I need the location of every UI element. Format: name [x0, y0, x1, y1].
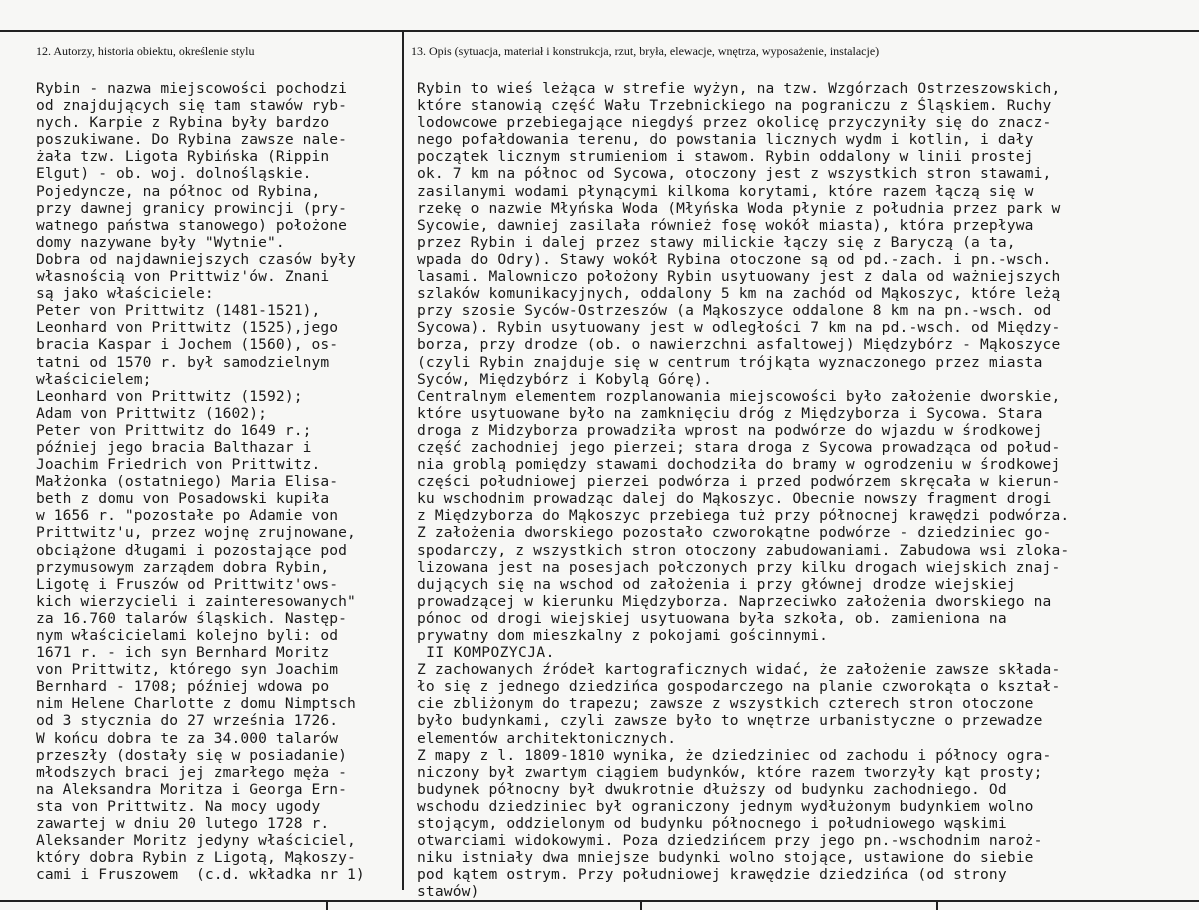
- text-line: Peter von Prittwitz (1481-1521),: [36, 302, 321, 320]
- text-line: Centralnym elementem rozplanowania miejscowości było założenie dworskie,: [417, 387, 1061, 405]
- text-line: nym właścicielami kolejno byli: od: [36, 627, 339, 644]
- text-line: później jego bracia Balthazar i: [36, 438, 312, 456]
- text-line: sta von Prittwitz. Na mocy ugody: [36, 797, 321, 815]
- text-line: Leonhard von Prittwitz (1525),jego: [36, 319, 339, 337]
- text-line: Sycowie, dawniej zasilała również fosę wokół miasta), która przepływa: [417, 216, 1034, 234]
- bottom-tick: [936, 902, 938, 910]
- text-line: Małżonka (ostatniego) Maria Elisa-: [36, 473, 339, 491]
- text-line: Pojedyncze, na północ od Rybina,: [36, 182, 321, 200]
- text-line: wschodu dziedziniec był ograniczony jednym wydłużonym budynkiem wolno: [417, 797, 1034, 815]
- top-rule: [0, 30, 1199, 32]
- text-line: poszukiwane. Do Rybina zawsze nale-: [36, 131, 348, 149]
- text-line: przy szosie Syców-Ostrzeszów (a Mąkoszyce oddalone 8 km na pn.-wsch. od: [417, 302, 1052, 320]
- text-line: ku wschodnim prowadząc dalej do Mąkoszyc. Obecnie nowszy fragment drogi: [417, 490, 1052, 508]
- text-line: Dobra od najdawniejszych czasów były: [36, 250, 356, 268]
- text-line: Prittwitz'u, przez wojnę zrujnowane,: [36, 524, 356, 542]
- right-section-header: 13. Opis (sytuacja, materiał i konstrukcja, rzut, bryła, elewacje, wnętrza, wyposażenie, instalacje): [411, 44, 880, 58]
- description-column: [417, 80, 1192, 901]
- text-line: budynek północny był dwukrotnie dłuższy od budynku zachodniego. Od: [417, 780, 1007, 798]
- text-line: było budynkami, czyli zawsze było to wnętrze urbanistyczne o przewadze: [417, 712, 1043, 730]
- text-line: prywatny dom mieszkalny z pokojami gościnnymi.: [417, 627, 829, 644]
- text-line: 1671 r. - ich syn Bernhard Moritz: [36, 644, 330, 662]
- text-line: (czyli Rybin znajduje się w centrum trójkąta wyznaczonego przez miasta: [417, 353, 1043, 371]
- bottom-tick: [326, 902, 328, 910]
- text-line: Leonhard von Prittwitz (1592);: [36, 387, 303, 405]
- text-line: które stanowią część Wału Trzebnickiego na pograniczu z Śląskiem. Ruchy: [417, 97, 1052, 115]
- text-line: szlaków komunikacyjnych, oddalony 5 km na zachód od Mąkoszyc, które leżą: [417, 285, 1061, 303]
- text-line: bracia Kaspar i Jochem (1560), os-: [36, 336, 339, 354]
- text-line: przez Rybin i dalej przez stawy milickie łączy się z Baryczą (a ta,: [417, 233, 1016, 251]
- text-line: kich wierzycieli i zainteresowanych": [36, 592, 356, 610]
- text-line: borza, przy drodze (ob. o nawierzchni asfaltowej) Międzybórz - Mąkoszyce: [417, 336, 1061, 354]
- text-line: von Prittwitz, którego syn Joachim: [36, 661, 339, 679]
- text-line: droga z Midzyborza prowadziła wprost na podwórze do wjazdu w środkowej: [417, 421, 1043, 439]
- text-line: niczony był zwartym ciągiem budynków, które razem tworzyły kąt prosty;: [417, 763, 1043, 781]
- text-line: Rybin - nazwa miejscowości pochodzi: [36, 80, 348, 97]
- text-line: w 1656 r. "pozostałe po Adamie von: [36, 507, 339, 525]
- text-line: tatni od 1570 r. był samodzielnym: [36, 353, 330, 371]
- text-line: przy dawnej granicy prowincji (pry-: [36, 199, 348, 217]
- text-line: część zachodniej jego pierzei; stara droga z Sycowa prowadząca od połud-: [417, 438, 1061, 456]
- text-line: prowadzącej w kierunku Międzyborza. Naprzeciwko założenia dworskiego na: [417, 592, 1052, 610]
- text-line: na Aleksandra Moritza i Georga Ern-: [36, 780, 348, 798]
- text-line: otwarciami widokowymi. Poza dziedzińcem przy jego pn.-wschodnim naroż-: [417, 832, 1043, 850]
- text-line: pónoc od drogi wiejskiej usytuowana była szkoła, ob. zamieniona na: [417, 609, 1007, 627]
- text-line: nych. Karpie z Rybina były bardzo: [36, 114, 330, 132]
- text-line: z Międzyborza do Mąkoszyc przebiega tuż przy północnej krawędzi podwórza.: [417, 507, 1070, 525]
- text-line: za 16.760 talarów śląskich. Następ-: [36, 609, 348, 627]
- text-line: nia groblą pomiędzy stawami dochodziła do bramy w ogrodzeniu w środkowej: [417, 456, 1061, 474]
- text-line: ok. 7 km na północ od Sycowa, otoczony jest z wszystkich stron stawami,: [417, 165, 1052, 183]
- text-line: Sycowa). Rybin usytuowany jest w odległości 7 km na pd.-wsch. od Między-: [417, 319, 1061, 337]
- text-line: lizowana jest na posesjach połczonych przy kilku drogach wiejskich znaj-: [417, 558, 1061, 576]
- text-line: młodszych braci jej zmarłego męża -: [36, 763, 348, 781]
- text-line: elementów architektonicznych.: [417, 729, 677, 747]
- text-line: dujących się na wschod od założenia i przy głównej drodze wiejskiej: [417, 575, 1016, 593]
- text-line: Peter von Prittwitz do 1649 r.;: [36, 421, 312, 439]
- text-line: stawów): [417, 883, 480, 901]
- text-line: cami i Fruszowem (c.d. wkładka nr 1): [36, 866, 365, 884]
- text-line: ło się z jednego dziedzińca gospodarczego na planie czworokąta o kształ-: [417, 678, 1061, 696]
- text-line: stojącym, oddzielonym od budynku północnego i południowego wąskimi: [417, 815, 1007, 833]
- text-line: Z założenia dworskiego pozostało czworokątne podwórze - dziedziniec go-: [417, 524, 1052, 542]
- text-line: od znajdujących się tam stawów ryb-: [36, 97, 348, 115]
- text-line: zasilanymi wodami płynącymi kilkoma korytami, które razem łączą się w: [417, 182, 1034, 200]
- column-divider: [402, 30, 404, 890]
- text-line: Bernhard - 1708; później wdowa po: [36, 678, 330, 696]
- text-line: pod kątem ostrym. Przy południowej krawędzie dziedzińca (od strony: [417, 866, 1007, 884]
- text-line: Syców, Międzybórz i Kobylą Górę).: [417, 370, 712, 388]
- text-line: od 3 stycznia do 27 września 1726.: [36, 712, 339, 730]
- text-line: II KOMPOZYCJA.: [417, 644, 555, 662]
- bottom-tick: [640, 902, 642, 910]
- text-line: Ligotę i Fruszów od Prittwitz'ows-: [36, 575, 339, 593]
- text-line: wpada do Odry). Stawy wokół Rybina otoczone są od pd.-zach. i pn.-wsch.: [417, 250, 1052, 268]
- text-line: początek licznym strumieniom i stawom. Rybin oddalony w linii prostej: [417, 148, 1034, 166]
- text-line: watnego państwa stanowego) położone: [36, 216, 348, 234]
- text-line: który dobra Rybin z Ligotą, Mąkoszy-: [36, 849, 356, 867]
- left-section-header: 12. Autorzy, historia obiektu, określenie stylu: [36, 44, 255, 58]
- text-line: Joachim Friedrich von Prittwitz.: [36, 456, 321, 474]
- text-line: Aleksander Moritz jedyny właściciel,: [36, 832, 356, 850]
- text-line: rzekę o nazwie Młyńska Woda (Młyńska Woda płynie z południa przez park w: [417, 199, 1061, 217]
- text-line: obciążone długami i pozostające pod: [36, 541, 348, 559]
- text-line: beth z domu von Posadowski kupiła: [36, 490, 330, 508]
- text-line: Elgut) - ob. woj. dolnośląskie.: [36, 165, 312, 183]
- history-column: [36, 80, 398, 883]
- text-line: przymusowym zarządem dobra Rybin,: [36, 558, 330, 576]
- text-line: przeszły (dostały się w posiadanie): [36, 746, 348, 764]
- text-line: części południowej pierzei podwórza i przed podwórzem skręcała w kierun-: [417, 473, 1061, 491]
- text-line: nego pofałdowania terenu, do powstania licznych wydm i kotlin, i dały: [417, 131, 1034, 149]
- text-line: lasami. Malowniczo położony Rybin usytuowany jest z dala od ważniejszych: [417, 268, 1061, 286]
- text-line: są jako właściciele:: [36, 285, 214, 303]
- text-line: cie zbliżonym do trapezu; zawsze z wszystkich czterech stron otoczone: [417, 695, 1034, 713]
- text-line: nim Helene Charlotte z domu Nimptsch: [36, 695, 356, 713]
- text-line: Adam von Prittwitz (1602);: [36, 404, 268, 422]
- text-line: niku istniały dwa mniejsze budynki wolno stojące, ustawione do siebie: [417, 849, 1034, 867]
- text-line: Z zachowanych źródeł kartograficznych widać, że założenie zawsze składa-: [417, 661, 1061, 679]
- text-line: własnością von Prittwiz'ów. Znani: [36, 268, 330, 286]
- text-line: W końcu dobra te za 34.000 talarów: [36, 729, 339, 747]
- text-line: Rybin to wieś leżąca w strefie wyżyn, na tzw. Wzgórzach Ostrzeszowskich,: [417, 80, 1061, 97]
- text-line: domy nazywane były "Wytnie".: [36, 233, 285, 251]
- text-line: spodarczy, z wszystkich stron otoczony zabudowaniami. Zabudowa wsi zloka-: [417, 541, 1070, 559]
- text-line: które usytuowane było na zamknięciu dróg z Międzyborza i Sycowa. Stara: [417, 404, 1043, 422]
- text-line: zawartej w dniu 20 lutego 1728 r.: [36, 815, 330, 833]
- text-line: Z mapy z l. 1809-1810 wynika, że dziedziniec od zachodu i północy ogra-: [417, 746, 1052, 764]
- text-line: właścicielem;: [36, 370, 152, 388]
- text-line: żała tzw. Ligota Rybińska (Rippin: [36, 148, 330, 166]
- text-line: lodowcowe przebiegające niegdyś przez okolicę przyczyniły się do znacz-: [417, 114, 1052, 132]
